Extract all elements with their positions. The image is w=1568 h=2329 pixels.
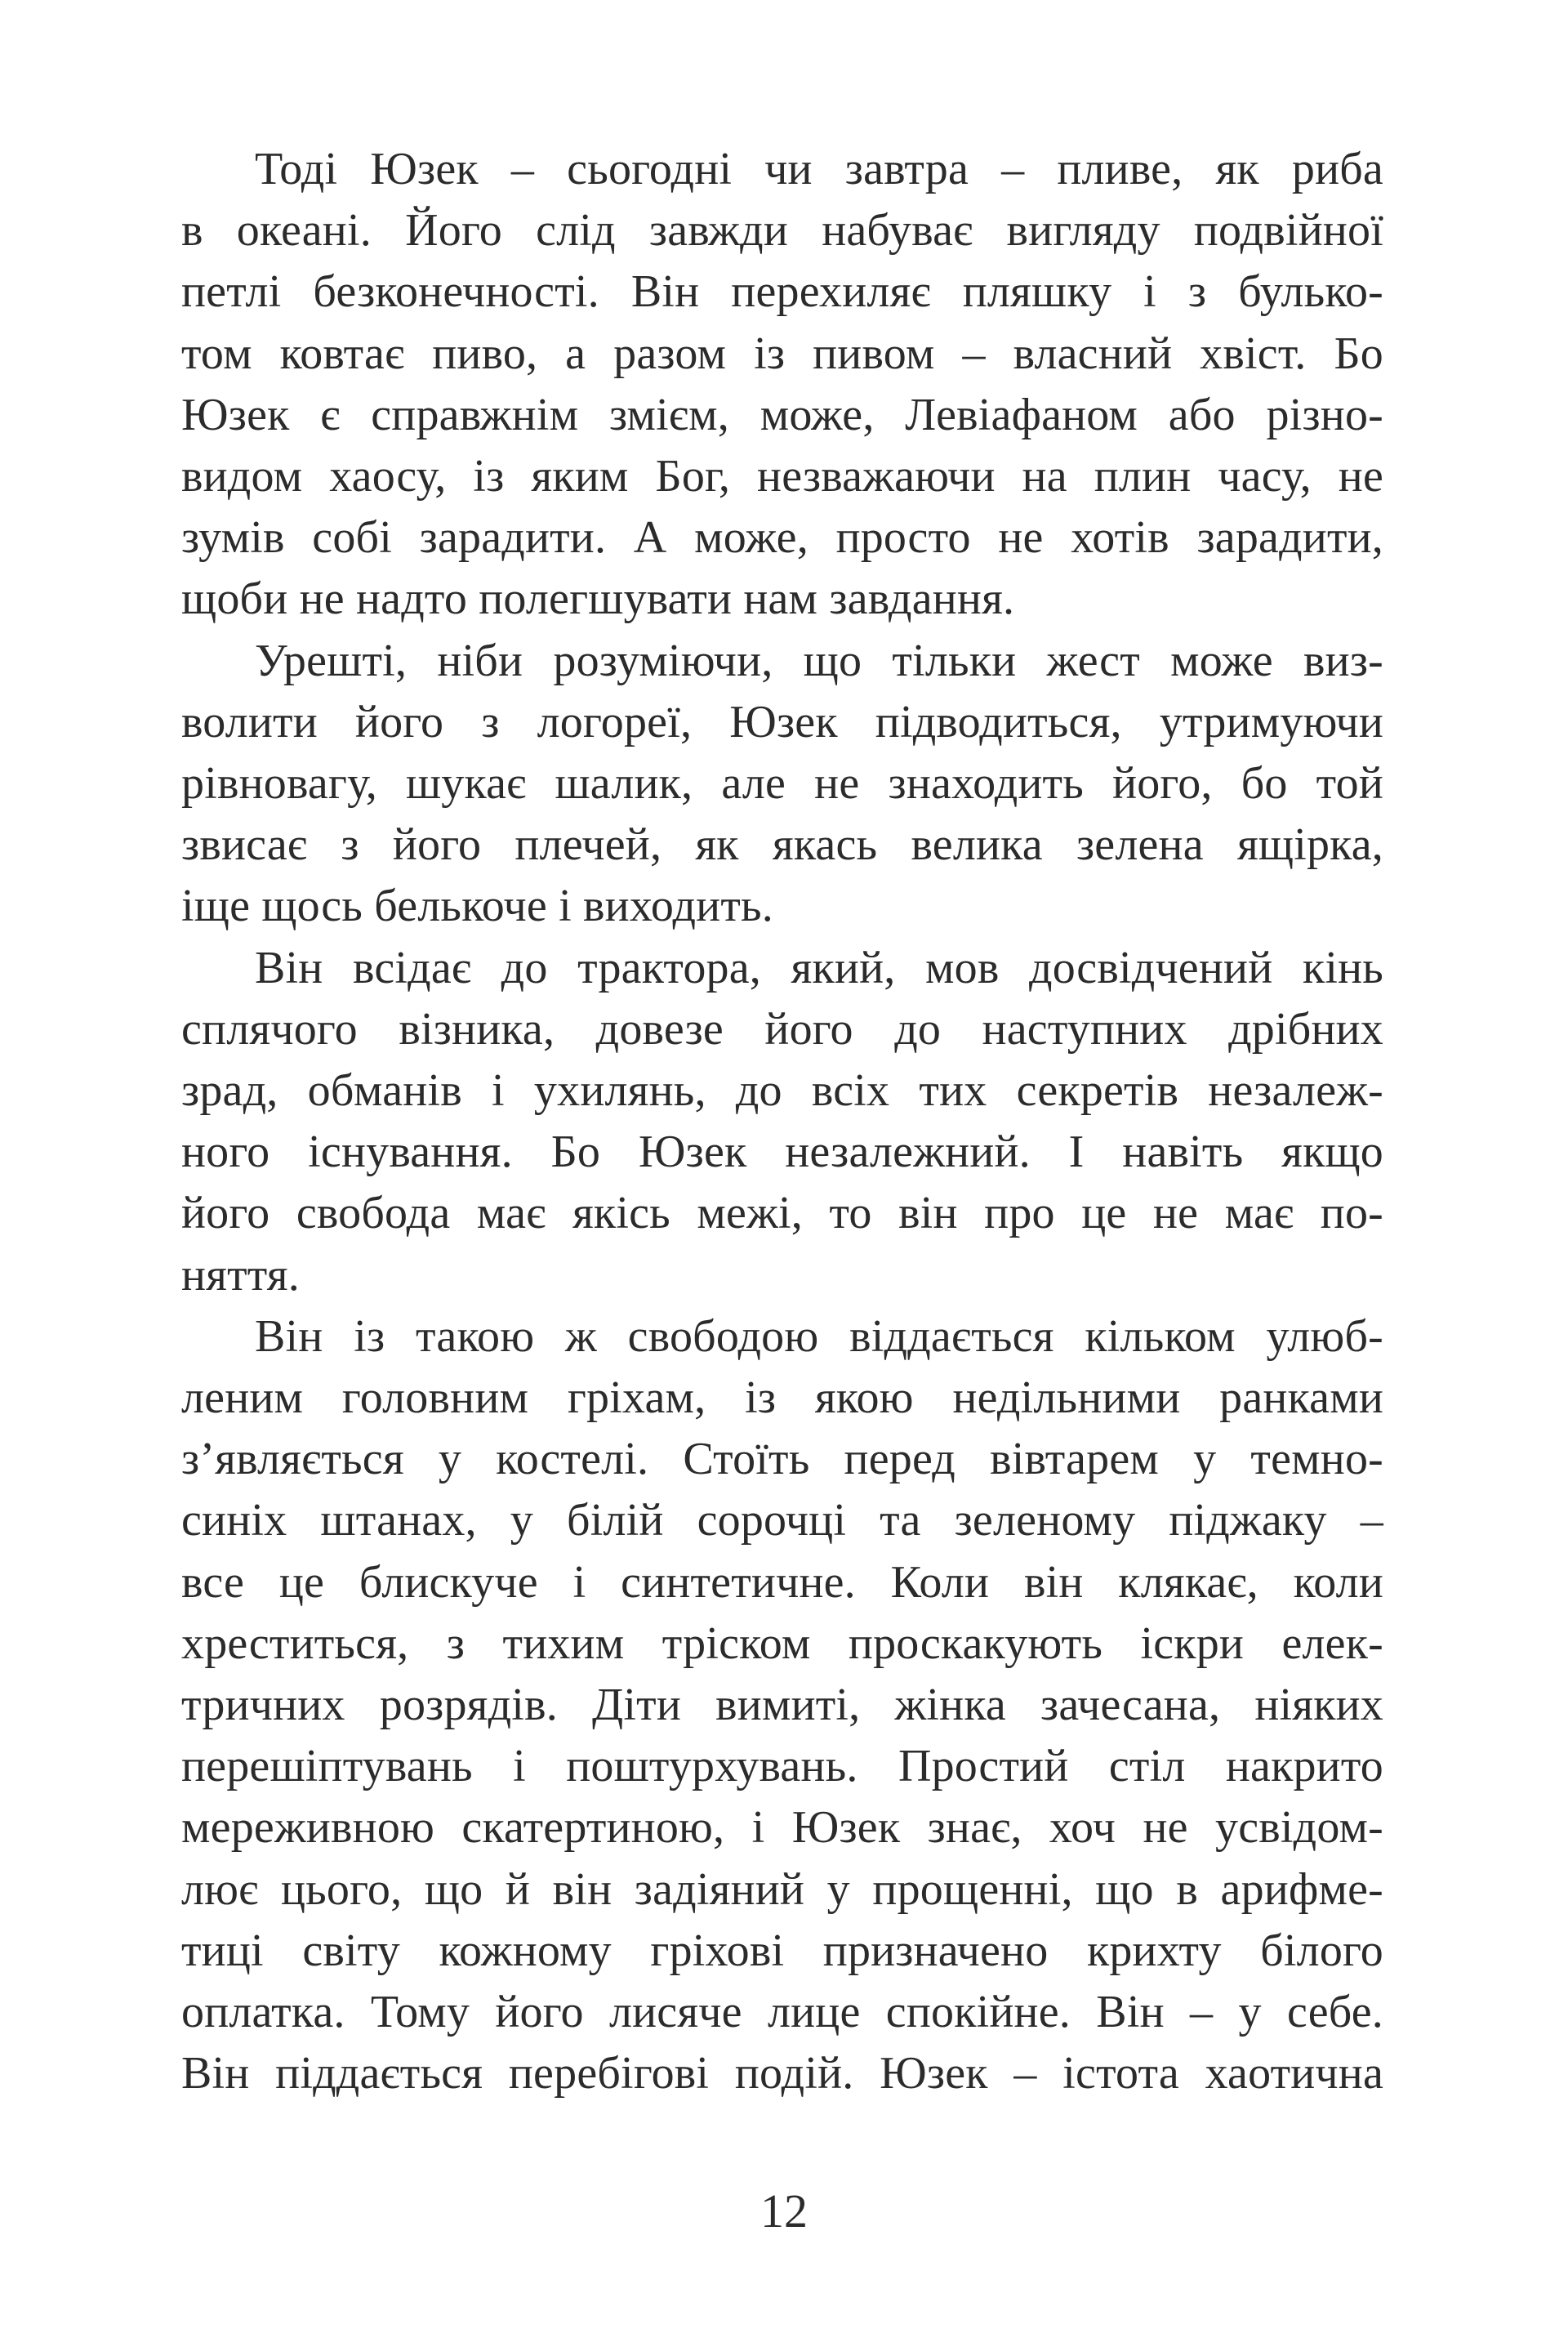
text-line: оплатка. Тому його лисяче лице спокійне. Він – у себе. <box>181 1987 1383 2038</box>
text-line: леним головним гріхам, із якою недільними ранками <box>181 1372 1383 1424</box>
text-line: лює цього, що й він задіяний у прощенні, що в арифме- <box>181 1863 1383 1915</box>
text-line: тричних розрядів. Діти вимиті, жінка зачесана, ніяких <box>181 1680 1383 1731</box>
text-line: Він із такою ж свободою віддається кільком улюб- <box>255 1310 1383 1362</box>
paragraph-4 <box>181 1306 1383 2105</box>
page-body <box>181 139 1383 2105</box>
paragraph-1 <box>181 139 1383 631</box>
text-line: Він піддається перебігові подій. Юзек – істота хаотична <box>181 2048 1383 2099</box>
text-line: видом хаосу, із яким Бог, незважаючи на плин часу, не <box>181 451 1383 502</box>
text-line: петлі безконечності. Він перехиляє пляшку і з булько- <box>181 266 1383 318</box>
text-line: синіх штанах, у білій сорочці та зеленому піджаку – <box>181 1495 1383 1546</box>
text-line: мереживною скатертиною, і Юзек знає, хоч не усвідом- <box>181 1802 1383 1854</box>
text-line: його свобода має якісь межі, то він про це не має по- <box>181 1188 1383 1239</box>
text-line: звисає з його плечей, як якась велика зелена ящірка, <box>181 819 1383 871</box>
text-line: іще щось белькоче і виходить. <box>181 881 773 932</box>
text-line: перешіптувань і поштурхувань. Простий стіл накрито <box>181 1741 1383 1792</box>
text-line: зрад, обманів і ухилянь, до всіх тих секретів незалеж- <box>181 1065 1383 1117</box>
text-line: все це блискуче і синтетичне. Коли він клякає, коли <box>181 1556 1383 1608</box>
text-line: Урешті, ніби розуміючи, що тільки жест може виз- <box>255 635 1383 686</box>
text-line: волити його з логореї, Юзек підводиться, утримуючи <box>181 696 1383 747</box>
text-line: Тоді Юзек – сьогодні чи завтра – пливе, як риба <box>255 144 1383 194</box>
text-line: няття. <box>181 1249 300 1301</box>
text-line: Він всідає до трактора, який, мов досвідчений кінь <box>255 942 1383 993</box>
text-line: зумів собі зарадити. А може, просто не хотів зарадити, <box>181 512 1383 564</box>
paragraph-2 <box>181 631 1383 938</box>
page-number: 12 <box>760 2184 808 2238</box>
text-line: том ковтає пиво, а разом із пивом – власний хвіст. Бо <box>181 328 1383 379</box>
text-line: сплячого візника, довезе його до наступних дрібних <box>181 1003 1383 1055</box>
text-line: тиці світу кожному гріхові призначено крихту білого <box>181 1925 1383 1976</box>
text-line: ного існування. Бо Юзек незалежний. І навіть якщо <box>181 1127 1383 1178</box>
paragraph-3 <box>181 938 1383 1306</box>
text-line: хреститься, з тихим тріском проскакують іскри елек- <box>181 1617 1383 1669</box>
text-line: з’являється у костелі. Стоїть перед вівтарем у темно- <box>181 1434 1383 1485</box>
text-line: Юзек є справжнім змієм, може, Левіафаном або різно- <box>181 389 1383 440</box>
text-line: щоби не надто полегшувати нам завдання. <box>181 573 1015 625</box>
text-line: в океані. Його слід завжди набуває вигляду подвійної <box>181 205 1383 257</box>
text-line: рівновагу, шукає шалик, але не знаходить його, бо той <box>181 758 1383 810</box>
